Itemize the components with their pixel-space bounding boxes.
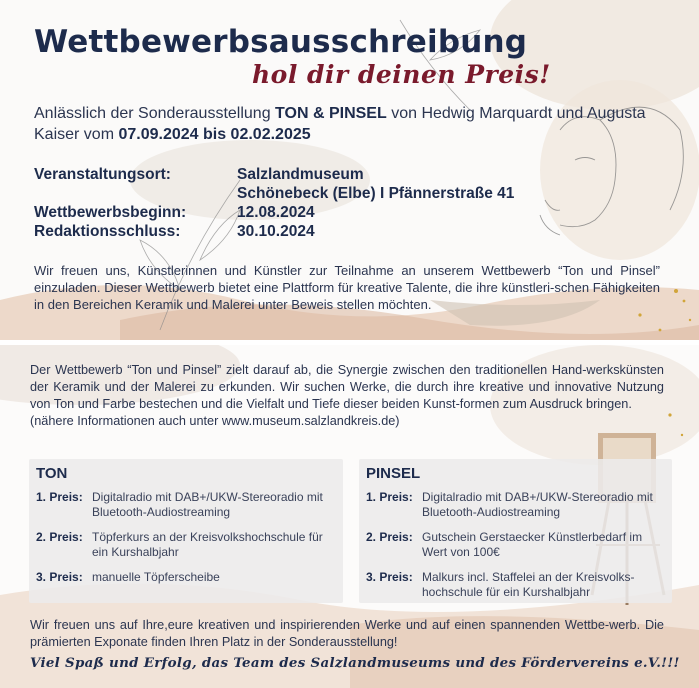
- prize-row: [36, 530, 340, 560]
- prize-box-ton: [29, 459, 343, 603]
- prize-text: Töpferkurs an der Kreisvolkshochschule für ein Kurshalbjahr: [92, 530, 323, 559]
- prize-row: [366, 570, 670, 600]
- prize-box-title: TON: [36, 465, 68, 482]
- prize-rank: 3. Preis:: [366, 570, 413, 584]
- signoff-text: Viel Spaß und Erfolg, das Team des Salzlandmuseums und des Fördervereins e.V.!!!: [30, 655, 680, 671]
- prize-rank: 2. Preis:: [366, 530, 413, 544]
- exhibition-dates: 07.09.2024 bis 02.02.2025: [118, 126, 311, 143]
- prize-text: Digitalradio mit DAB+/UKW-Stereoradio mit Bluetooth-Audiostreaming: [92, 490, 323, 519]
- prize-rank: 1. Preis:: [366, 490, 413, 504]
- welcome-text: Wir freuen uns, Künstlerinnen und Künstler zur Teilnahme an unserem Wettbewerb “Ton und Pinsel” einzuladen. Dieser Wettbewerb bietet eine Plattform für kreative Talente, die ihre künstleri-schen Fähigkeiten in den Bereichen Keramik und Malerei unter Beweis stellen möchten.: [34, 263, 660, 312]
- competition-description: [30, 362, 664, 430]
- description-text: Der Wettbewerb “Ton und Pinsel” zielt darauf ab, die Synergie zwischen den traditionellen Hand-werkskünsten der Keramik und der Malerei zu erkunden. Wir suchen Werke, die durch ihre kreative und innovative Nutzung von Ton und Farbe bestechen und die Vielfalt und Tiefe dieser beiden Kunst-formen zum Ausdruck bringen.: [30, 363, 664, 411]
- fact-value: 12.08.2024: [237, 204, 315, 221]
- flyer-top-panel: [0, 0, 699, 340]
- fact-row: [34, 203, 514, 222]
- prize-text: manuelle Töpferscheibe: [92, 570, 220, 584]
- flyer-bottom-panel: [0, 345, 699, 688]
- page-title: Wettbewerbsausschreibung: [34, 24, 528, 60]
- info-link-text: (nähere Informationen auch unter www.museum.salzlandkreis.de): [30, 414, 400, 428]
- fact-row: [34, 184, 514, 203]
- page-subtitle: hol dir deinen Preis!: [252, 60, 551, 89]
- prize-rank: 3. Preis:: [36, 570, 83, 584]
- intro-part-1: Anlässlich der Sonderausstellung: [34, 105, 276, 122]
- intro-part-2: von Hedwig Marquardt und Augusta Kaiser vom: [34, 105, 646, 143]
- prize-rank: 2. Preis:: [36, 530, 83, 544]
- fact-key: [34, 184, 237, 203]
- prize-row: [36, 570, 340, 585]
- fact-value: 30.10.2024: [237, 223, 315, 240]
- exhibition-name: TON & PINSEL: [275, 105, 387, 122]
- fact-row: [34, 222, 514, 241]
- prize-box-title: PINSEL: [366, 465, 421, 482]
- prize-row: [366, 530, 670, 560]
- prize-row: [366, 490, 670, 520]
- fact-row: [34, 165, 514, 184]
- prize-text: Digitalradio mit DAB+/UKW-Stereoradio mit Bluetooth-Audiostreaming: [422, 490, 653, 519]
- prize-rank: 1. Preis:: [36, 490, 83, 504]
- closing-text: Wir freuen uns auf Ihre,eure kreativen und inspirierenden Werke und auf einen spannenden Wettbe-werb. Die prämierten Exponate finden Ihren Platz in der Sonderausstellung!: [30, 618, 664, 649]
- prize-text: Gutschein Gerstaecker Künstlerbedarf im Wert von 100€: [422, 530, 643, 559]
- intro-text: [34, 103, 674, 145]
- fact-value: Salzlandmuseum: [237, 166, 364, 183]
- prize-text: Malkurs incl. Staffelei an der Kreisvolks-hochschule für ein Kurshalbjahr: [422, 570, 635, 599]
- prize-box-pinsel: [359, 459, 672, 603]
- facts-list: [34, 165, 514, 241]
- fact-key: Wettbewerbsbeginn:: [34, 204, 187, 221]
- fact-key: Redaktionsschluss:: [34, 223, 181, 240]
- fact-key: Veranstaltungsort:: [34, 166, 171, 183]
- fact-value: Schönebeck (Elbe) I Pfännerstraße 41: [237, 185, 515, 202]
- prize-row: [36, 490, 340, 520]
